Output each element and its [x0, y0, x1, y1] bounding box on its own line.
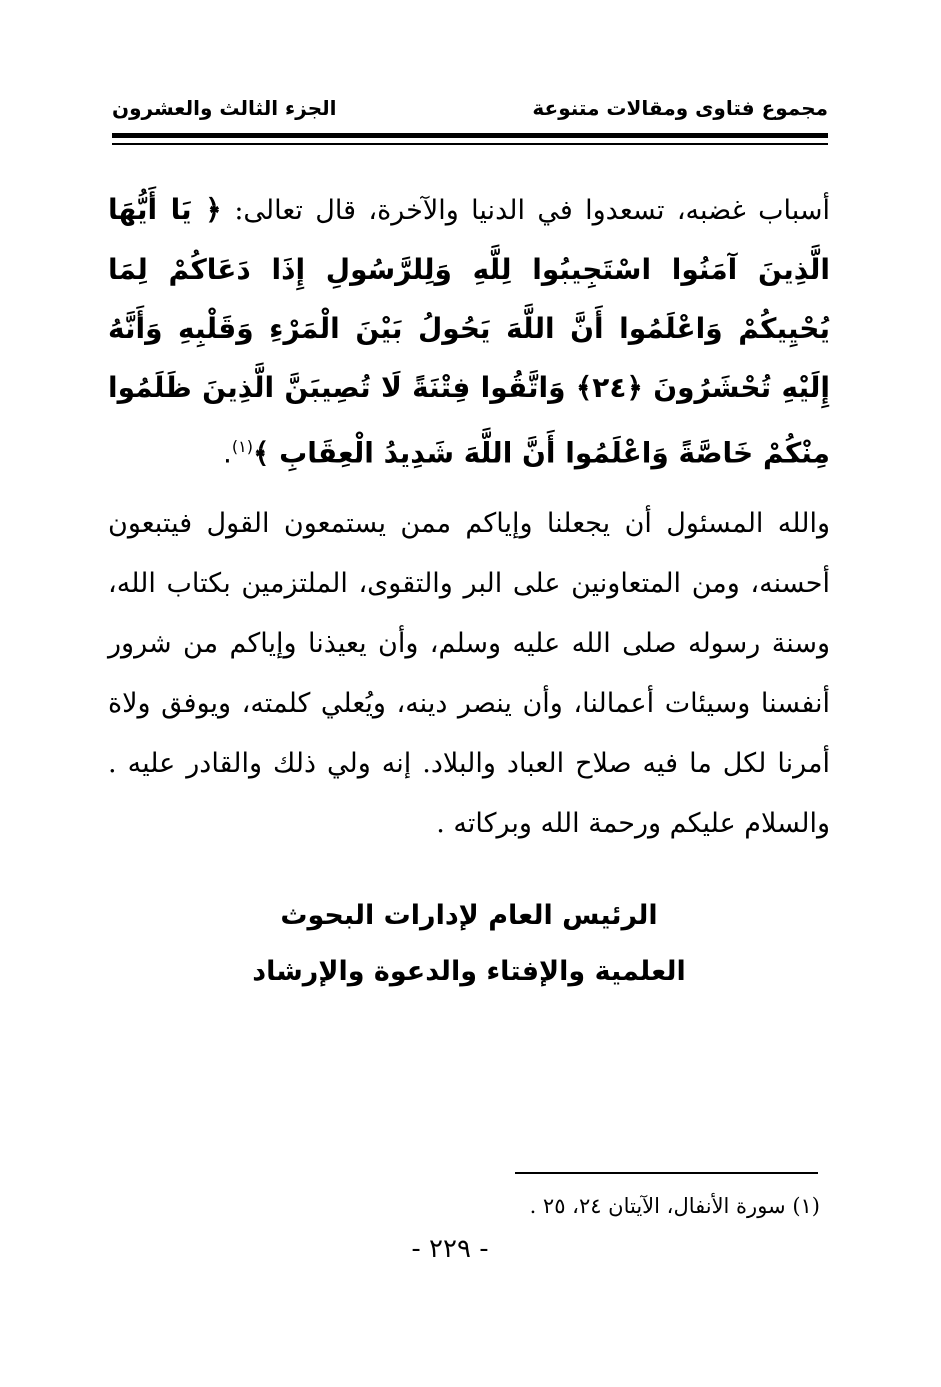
volume-label: الجزء الثالث والعشرون [112, 96, 337, 120]
quran-verse: ﴿ يَا أَيُّهَا الَّذِينَ آمَنُوا اسْتَجِيبُوا لِلَّهِ وَلِلرَّسُولِ إِذَا دَعَاكُمْ لِمَا يُحْيِيكُمْ وَاعْلَمُوا أَنَّ اللَّهَ يَحُولُ بَيْنَ الْمَرْءِ وَقَلْبِهِ وَأَنَّهُ إِلَيْهِ تُحْشَرُونَ ﴿٢٤﴾ وَاتَّقُوا فِتْنَةً لَا تُصِيبَنَّ الَّذِينَ ظَلَمُوا مِنْكُمْ خَاصَّةً وَاعْلَمُوا أَنَّ اللَّهَ شَدِيدُ الْعِقَابِ ﴾ [108, 193, 830, 470]
footnote-reference: (١) [231, 437, 253, 456]
verse-paragraph [108, 180, 830, 482]
verse-end: . [223, 436, 232, 470]
verse-intro: أسباب غضبه، تسعدوا في الدنيا والآخرة، قال تعالى: [234, 195, 830, 226]
closing-paragraph: والله المسئول أن يجعلنا وإياكم ممن يستمعون القول فيتبعون أحسنه، ومن المتعاونين على البر والتقوى، الملتزمين بكتاب الله، وسنة رسوله صلى الله عليه وسلم، وأن يعيذنا وإياكم من شرور أنفسنا وسيئات أعمالنا، وأن ينصر دينه، ويُعلي كلمته، ويوفق ولاة أمرنا لكل ما فيه صلاح العباد والبلاد. إنه ولي ذلك والقادر عليه . والسلام عليكم ورحمة الله وبركاته . [108, 508, 830, 840]
signature-block [108, 888, 830, 1000]
footnote-separator [515, 1172, 818, 1174]
page-number: - ٢٢٩ - [411, 1234, 489, 1264]
body-text [108, 180, 830, 854]
signature-line-1: الرئيس العام لإدارات البحوث [280, 900, 658, 931]
header-rule-thin [112, 143, 828, 145]
signature-line-2: العلمية والإفتاء والدعوة والإرشاد [252, 956, 686, 987]
book-title: مجموع فتاوى ومقالات متنوعة [532, 96, 828, 120]
running-header [112, 96, 828, 130]
footnote: (١) سورة الأنفال، الآيتان ٢٤، ٢٥ . [529, 1194, 820, 1218]
header-rule-thick [112, 133, 828, 138]
